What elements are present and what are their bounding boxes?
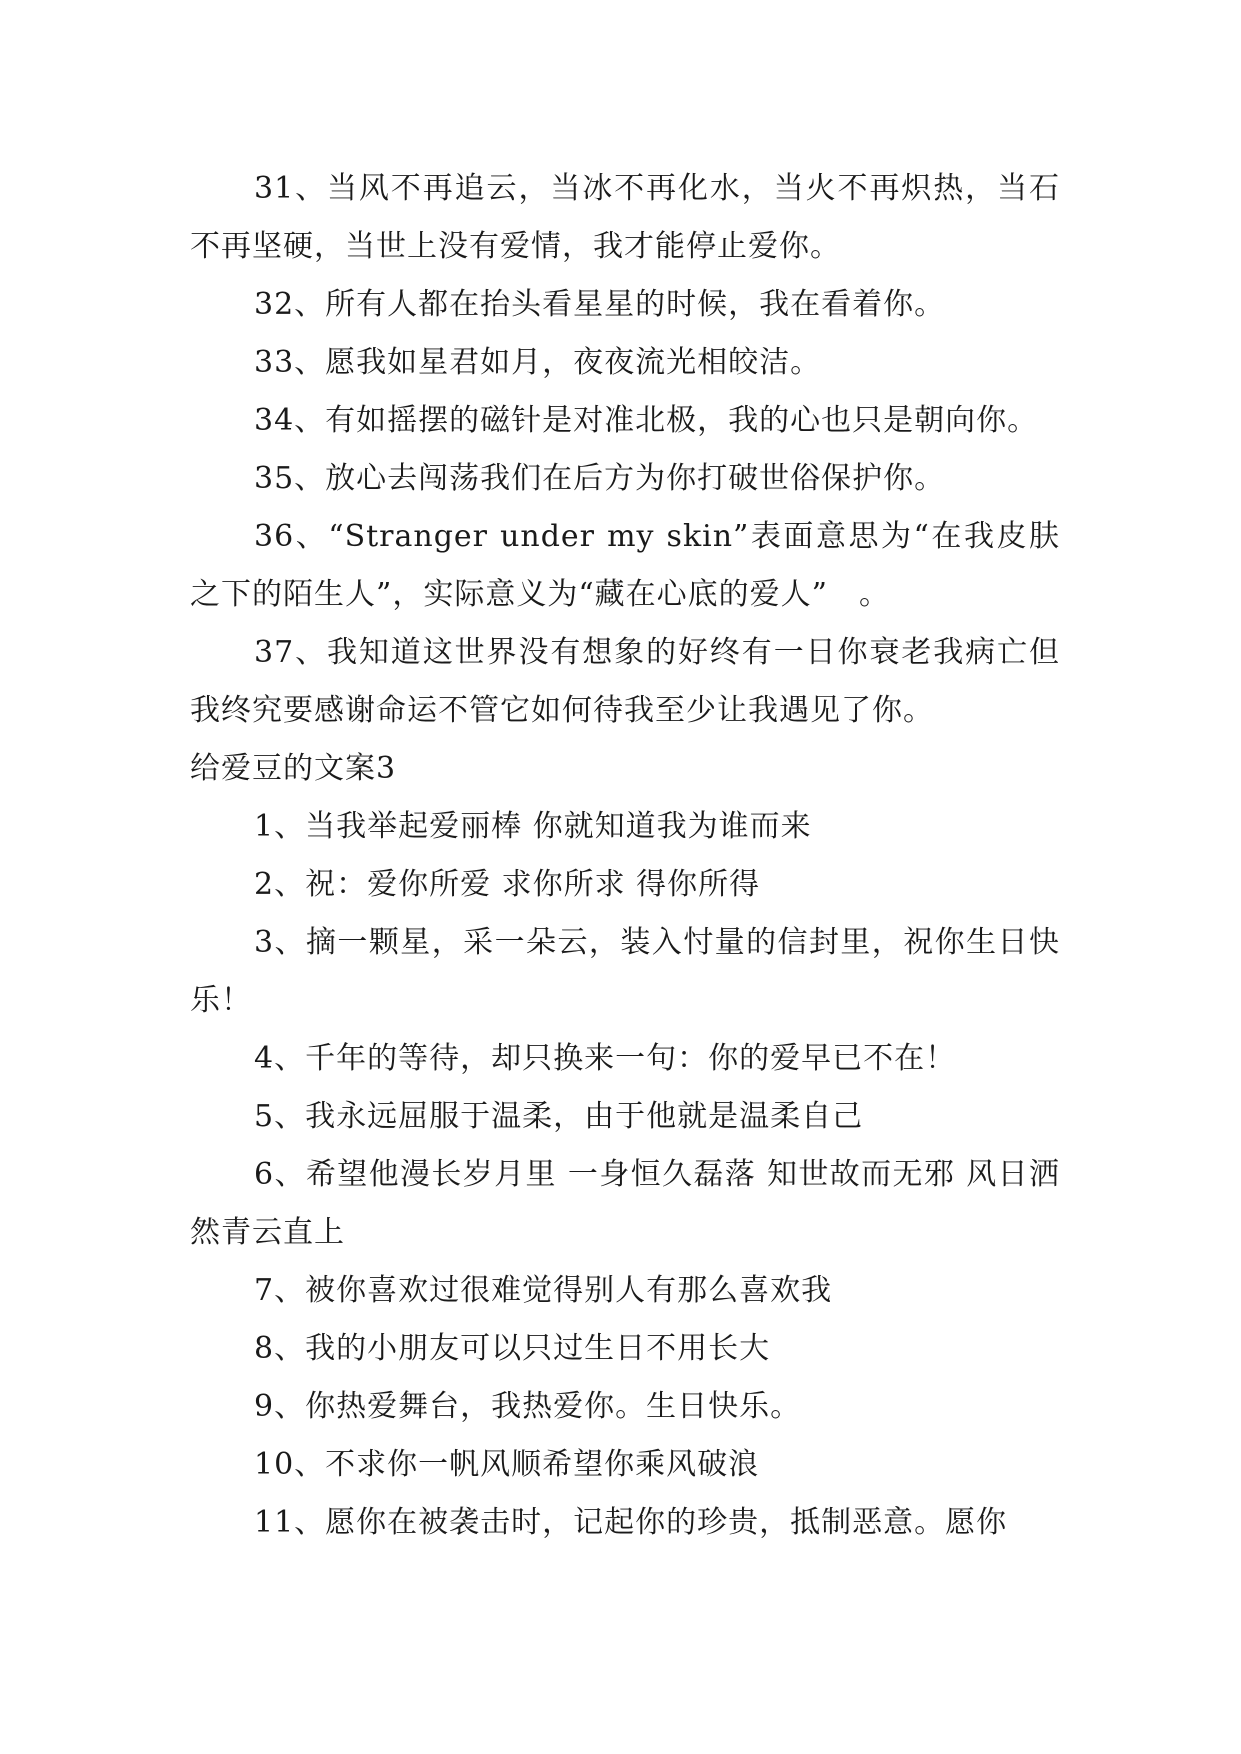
document-body <box>190 160 1060 1552</box>
paragraph-7: 7、被你喜欢过很难觉得别人有那么喜欢我 <box>254 1273 833 1308</box>
section-heading: 给爱豆的文案3 <box>190 751 397 786</box>
paragraph-8: 8、我的小朋友可以只过生日不用长大 <box>254 1331 771 1366</box>
paragraph-6: 6、希望他漫长岁月里 一身恒久磊落 知世故而无邪 风日洒然青云直上 <box>190 1157 1060 1250</box>
paragraph-1: 1、当我举起爱丽棒 你就知道我为谁而来 <box>254 809 812 844</box>
paragraph-34: 34、有如摇摆的磁针是对准北极，我的心也只是朝向你。 <box>254 403 1039 438</box>
paragraph-32: 32、所有人都在抬头看星星的时候，我在看着你。 <box>254 287 946 322</box>
paragraph-3: 3、摘一颗星，采一朵云，装入忖量的信封里，祝你生日快乐！ <box>190 925 1060 1018</box>
paragraph-33: 33、愿我如星君如月，夜夜流光相皎洁。 <box>254 345 822 380</box>
paragraph-35: 35、放心去闯荡我们在后方为你打破世俗保护你。 <box>254 461 946 496</box>
paragraph-4: 4、千年的等待，却只换来一句：你的爱早已不在！ <box>254 1041 957 1076</box>
paragraph-10: 10、不求你一帆风顺希望你乘风破浪 <box>254 1447 760 1482</box>
paragraph-11: 11、愿你在被袭击时，记起你的珍贵，抵制恶意。愿你 <box>254 1505 1008 1540</box>
paragraph-2: 2、祝：爱你所爱 求你所求 得你所得 <box>254 867 761 902</box>
paragraph-9: 9、你热爱舞台，我热爱你。生日快乐。 <box>254 1389 802 1424</box>
paragraph-31: 31、当风不再追云，当冰不再化水，当火不再炽热，当石不再坚硬，当世上没有爱情，我才能停止爱你。 <box>190 171 1060 264</box>
paragraph-37: 37、我知道这世界没有想象的好终有一日你衰老我病亡但我终究要感谢命运不管它如何待我至少让我遇见了你。 <box>190 635 1060 728</box>
paragraph-36: 36、“Stranger under my skin”表面意思为“在我皮肤之下的陌生人”，实际意义为“藏在心底的爱人” 。 <box>190 519 1060 612</box>
paragraph-5: 5、我永远屈服于温柔，由于他就是温柔自己 <box>254 1099 864 1134</box>
